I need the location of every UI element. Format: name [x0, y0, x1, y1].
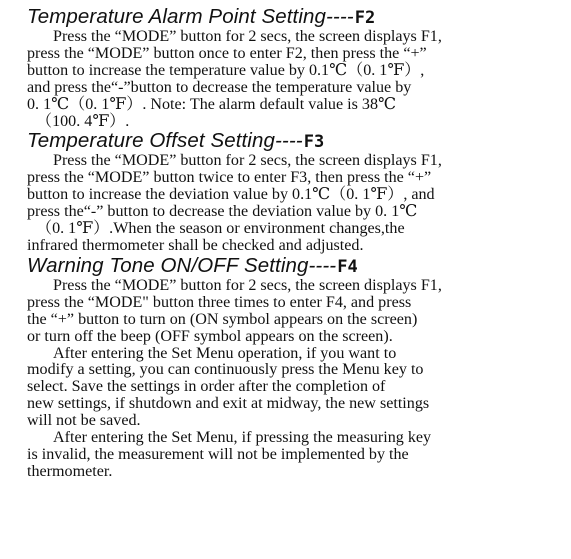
- text-line: 0. 1℃（0. 1℉）. Note: The alarm default value is 38℃: [27, 95, 397, 113]
- text-line: press the “MODE" button three times to enter F4, and press: [27, 293, 412, 311]
- text-line: press the “MODE” button twice to enter F3, then press the “+”: [27, 169, 432, 187]
- section-body: [27, 153, 557, 254]
- text-line: button to increase the temperature value by 0.1℃（0. 1℉）,: [27, 61, 425, 79]
- section-heading: [27, 130, 557, 153]
- setting-code: F3: [303, 132, 325, 153]
- section-title: Temperature Offset Setting----: [27, 129, 303, 153]
- text-line: infrared thermometer shall be checked and adjusted.: [27, 236, 364, 254]
- text-line: new settings, if shutdown and exit at midway, the new settings: [27, 395, 430, 413]
- text-line: Press the “MODE” button for 2 secs, the screen displays F1,: [53, 28, 442, 45]
- text-line: （100. 4℉）.: [36, 112, 130, 130]
- text-line: will not be saved.: [27, 412, 141, 430]
- text-line: is invalid, the measurement will not be implemented by the: [27, 445, 409, 463]
- text-line: thermometer.: [27, 462, 113, 480]
- section-warning-tone: [27, 255, 557, 481]
- setting-code: F4: [337, 256, 358, 277]
- text-line: press the“-” button to decrease the deviation value by 0. 1℃: [27, 203, 418, 221]
- text-line: press the “MODE” button once to enter F2, then press the “+”: [27, 44, 427, 62]
- text-line: modify a setting, you can continuously press the Menu key to: [27, 361, 424, 379]
- text-line: select. Save the settings in order after the completion of: [27, 378, 386, 396]
- text-line: button to increase the deviation value by 0.1℃（0. 1℉）, and: [27, 186, 435, 204]
- section-body: [27, 29, 557, 130]
- text-line: Press the “MODE” button for 2 secs, the screen displays F1,: [53, 152, 442, 170]
- text-line: After entering the Set Menu operation, if you want to: [53, 344, 397, 362]
- section-title: Temperature Alarm Point Setting----: [27, 5, 354, 28]
- text-line: （0. 1℉）.When the season or environment changes,the: [36, 220, 405, 238]
- section-heading: [27, 6, 557, 29]
- section-body: [27, 278, 557, 481]
- text-line: and press the“-”button to decrease the temperature value by: [27, 78, 412, 96]
- text-line: After entering the Set Menu, if pressing the measuring key: [53, 429, 432, 447]
- text-line: the “+” button to turn on (ON symbol appears on the screen): [27, 310, 418, 328]
- text-line: Press the “MODE” button for 2 secs, the screen displays F1,: [53, 276, 442, 294]
- section-alarm-point: [27, 6, 557, 130]
- text-line: or turn off the beep (OFF symbol appears on the screen).: [27, 327, 393, 345]
- section-heading: [27, 255, 557, 278]
- section-temperature-offset: [27, 130, 557, 254]
- setting-code: F2: [354, 8, 376, 28]
- section-title: Warning Tone ON/OFF Setting----: [27, 253, 337, 277]
